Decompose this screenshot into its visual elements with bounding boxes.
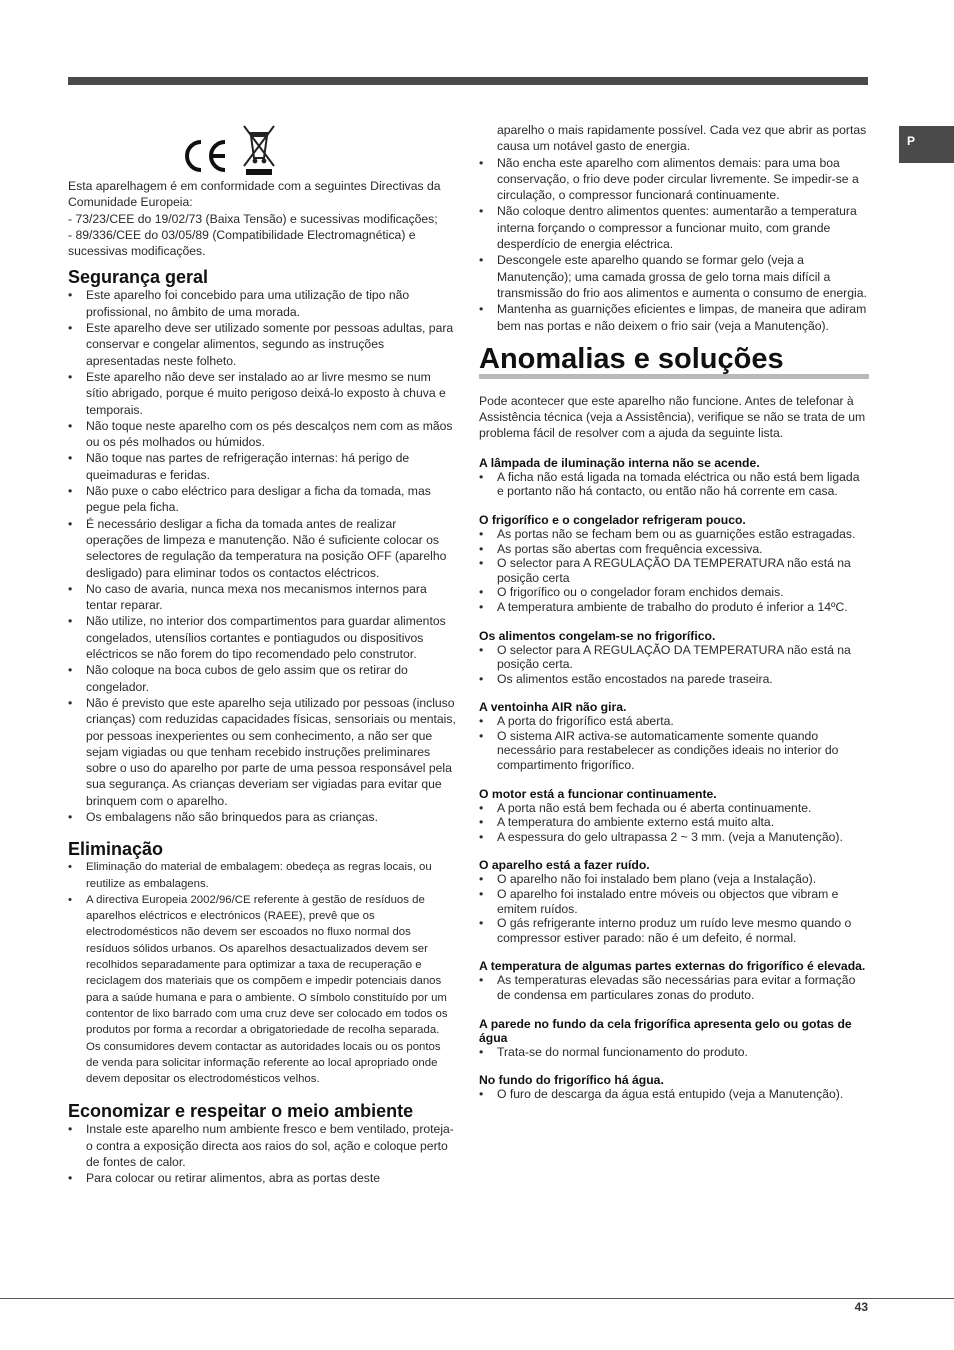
list-item: • Para colocar ou retirar alimentos, abra as portas deste bbox=[68, 1170, 456, 1186]
list-item: • A temperatura do ambiente externo está muito alta. bbox=[479, 815, 869, 830]
list-item: • O aparelho foi instalado entre móveis ou objectos que vibram e emitem ruídos. bbox=[479, 887, 869, 916]
top-rule bbox=[68, 77, 868, 85]
problem-title: A lâmpada de iluminação interna não se acende. bbox=[479, 455, 760, 470]
list-item: • A porta não está bem fechada ou é aberta continuamente. bbox=[479, 801, 869, 816]
list-item: • O aparelho não foi instalado bem plano (veja a Instalação). bbox=[479, 872, 869, 887]
page-number: 43 bbox=[854, 1300, 868, 1314]
list-item: • Não toque nas partes de refrigeração internas: há perigo de queimaduras e feridas. bbox=[68, 450, 456, 483]
list-item: • O sistema AIR activa-se automaticamente somente quando necessário para restabelecer as condições ideais no interior do compartimento frigorífico. bbox=[479, 729, 869, 773]
disposal-list bbox=[68, 859, 456, 1087]
list-item: • Não toque neste aparelho com os pés descalços nem com as mãos ou os pés molhados ou húmidos. bbox=[68, 418, 456, 451]
list-item: • O frigorífico ou o congelador foram enchidos demais. bbox=[479, 585, 869, 600]
list-item: • Este aparelho deve ser utilizado somente por pessoas adultas, para conservar e congelar alimentos, segundo as instruções apresentadas neste folheto. bbox=[68, 320, 456, 369]
list-item: • A ficha não está ligada na tomada eléctrica ou não está bem ligada e portanto não há contacto, ou então não há corrente em casa. bbox=[479, 470, 869, 499]
certification-logos bbox=[68, 120, 456, 178]
list-item: • Não é previsto que este aparelho seja utilizado por pessoas (incluso crianças) com reduzidas capacidades físicas, sensoriais ou mentais, por pessoas inexperientes ou sem conhecimento, a não ser que sejam vigiadas ou que tenham recebido instruções preliminares sobre o uso do aparelho por parte de uma pessoa responsável pela sua segurança. As crianças deveriam ser vigiadas para evitar que brinquem com o aparelho. bbox=[68, 695, 456, 809]
problem-entry bbox=[479, 456, 869, 499]
problem-entry bbox=[479, 787, 869, 845]
left-column bbox=[68, 120, 456, 1187]
list-item: • As portas são abertas com frequência excessiva. bbox=[479, 542, 869, 557]
list-item: • Não utilize, no interior dos compartimentos para guardar alimentos congelados, utensílios cortantes e pontiagudos ou dispositivos eléctricos se não forem do tipo recomendado pelo construtor. bbox=[68, 613, 456, 662]
problem-title: Os alimentos congelam-se no frigorífico. bbox=[479, 628, 716, 643]
problem-title: No fundo do frigorífico há água. bbox=[479, 1073, 664, 1088]
list-item: • No caso de avaria, nunca mexa nos mecanismos internos para tentar reparar. bbox=[68, 581, 456, 614]
list-item: • O selector para A REGULAÇÃO DA TEMPERATURA não está na posição certa bbox=[479, 556, 869, 585]
continuation-text: aparelho o mais rapidamente possível. Cada vez que abrir as portas causa um notável gasto de energia. bbox=[497, 123, 867, 154]
list-item: • Trata-se do normal funcionamento do produto. bbox=[479, 1045, 869, 1060]
problem-entry bbox=[479, 700, 869, 772]
list-item: • Descongele este aparelho quando se formar gelo (veja a Manutenção); uma camada grossa de gelo torna mais difícil a transmissão do frio aos alimentos e aumenta o consumo de energia. bbox=[479, 252, 869, 301]
crossed-bin-icon bbox=[240, 120, 278, 176]
list-item: • É necessário desligar a ficha da tomada antes de realizar operações de limpeza e manutenção. Não é suficiente colocar os selectores de regulação da temperatura na posição OFF (aparelho desligado) para eliminar todos os contactos eléctricos. bbox=[68, 516, 456, 581]
list-item: • Mantenha as guarnições eficientes e limpas, de maneira que adiram bem nas portas e não deixem o frio sair (veja a Manutenção). bbox=[479, 301, 869, 334]
problem-title: A parede no fundo da cela frigorífica apresenta gelo ou gotas de água bbox=[479, 1016, 852, 1045]
list-item: • As portas não se fecham bem ou as guarnições estão estragadas. bbox=[479, 527, 869, 542]
list-item: • Os alimentos estão encostados na parede traseira. bbox=[479, 672, 869, 687]
list-item: • A porta do frigorífico está aberta. bbox=[479, 714, 869, 729]
problem-title: A temperatura de algumas partes externas do frigorífico é elevada. bbox=[479, 959, 866, 974]
list-item: • Eliminação do material de embalagem: obedeça as regras locais, ou reutilize as embalagens. bbox=[68, 859, 456, 892]
problem-entry bbox=[479, 1073, 869, 1102]
economy-list-continued bbox=[479, 155, 869, 334]
problem-title: A ventoinha AIR não gira. bbox=[479, 700, 627, 715]
problem-entry bbox=[479, 1017, 869, 1060]
list-item: • Instale este aparelho num ambiente fresco e bem ventilado, proteja-o contra a exposição directa aos raios do sol, ação e coloque perto de fontes de calor. bbox=[68, 1121, 456, 1170]
list-item: • Não puxe o cabo eléctrico para desligar a ficha da tomada, mas pegue pela ficha. bbox=[68, 483, 456, 516]
list-item: • Não encha este aparelho com alimentos demais: para uma boa conservação, o frio deve poder circular livremente. Se impedir-se a circulação, o compressor funcionará continuamente. bbox=[479, 155, 869, 204]
list-item: • O furo de descarga da água está entupido (veja a Manutenção). bbox=[479, 1087, 869, 1102]
list-item: • A temperatura ambiente de trabalho do produto é inferior a 14ºC. bbox=[479, 600, 869, 615]
right-column bbox=[479, 122, 869, 1102]
problem-entry bbox=[479, 959, 869, 1002]
disposal-heading: Eliminação bbox=[68, 839, 164, 860]
conformity-statement: Esta aparelhagem é em conformidade com a seguintes Directivas da Comunidade Europeia: - 73/23/CEE do 19/02/73 (Baixa Tensão) e sucessivas modificações; - 89/336/CEE do 03/05/89 (Compatibilidade Electromagnética) e sucessivas modificações. bbox=[68, 179, 441, 259]
list-item: • O gás refrigerante interno produz um ruído leve mesmo quando o compressor estiver parado: não é um defeito, é normal. bbox=[479, 916, 869, 945]
list-item: • A directiva Europeia 2002/96/CE referente à gestão de resíduos de aparelhos eléctricos e electrónicos (RAEE), prevê que os electrodomésticos não devem ser escoados no fluxo normal dos resíduos sólidos urbanos. Os aparelhos desactualizados devem ser recolhidos separadamente para optimizar a taxa de recuperação e reciclagem dos materiais que os compõem e impedir potenciais danos para a saúde humana e para o ambiente. O símbolo constituído por um contentor de lixo barrado com uma cruz deve ser colocado em todos os produtos por forma a recordar a obrigatoriedade de recolha separada. Os consumidores devem contactar as autoridades locais ou os pontos de venda para solicitar informação referente ao local apropriado onde devem depositar os electrodomésticos velhos. bbox=[68, 892, 456, 1088]
list-item: • O selector para A REGULAÇÃO DA TEMPERATURA não está na posição certa. bbox=[479, 643, 869, 672]
anomalies-heading: Anomalias e soluções bbox=[479, 344, 869, 379]
list-item: • Não coloque dentro alimentos quentes: aumentarão a temperatura interna forçando o compressor a funcionar muito, com grande desperdício de energia eléctrica. bbox=[479, 203, 869, 252]
problem-entry bbox=[479, 513, 869, 615]
list-item: • As temperaturas elevadas são necessárias para evitar a formação de condensa em particulares zonas do produto. bbox=[479, 973, 869, 1002]
bottom-rule bbox=[0, 1298, 954, 1299]
list-item: • Não coloque na boca cubos de gelo assim que os retirar do congelador. bbox=[68, 662, 456, 695]
list-item: • Este aparelho não deve ser instalado ao ar livre mesmo se num sítio abrigado, porque é muito perigoso deixá-lo exposto à chuva e temporais. bbox=[68, 369, 456, 418]
safety-list bbox=[68, 287, 456, 825]
list-item: • Este aparelho foi concebido para uma utilização de tipo não profissional, no âmbito de uma morada. bbox=[68, 287, 456, 320]
problem-entry bbox=[479, 629, 869, 687]
problem-list bbox=[479, 456, 869, 1102]
ce-mark-icon bbox=[181, 138, 229, 174]
problem-title: O aparelho está a fazer ruído. bbox=[479, 858, 650, 873]
anomalies-intro: Pode acontecer que este aparelho não funcione. Antes de telefonar à Assistência técnica (veja a Assistência), verifique se não se trata de um problema fácil de resolver com a ajuda da seguinte lista. bbox=[479, 393, 866, 441]
economy-heading: Economizar e respeitar o meio ambiente bbox=[68, 1101, 414, 1122]
economy-list bbox=[68, 1121, 456, 1186]
safety-heading: Segurança geral bbox=[68, 267, 209, 288]
list-item: • Os embalagens não são brinquedos para as crianças. bbox=[68, 809, 456, 825]
problem-entry bbox=[479, 858, 869, 945]
problem-title: O frigorífico e o congelador refrigeram pouco. bbox=[479, 512, 746, 527]
language-tab: P bbox=[899, 126, 954, 163]
problem-title: O motor está a funcionar continuamente. bbox=[479, 786, 717, 801]
list-item: • A espessura do gelo ultrapassa 2 ~ 3 mm. (veja a Manutenção). bbox=[479, 830, 869, 845]
